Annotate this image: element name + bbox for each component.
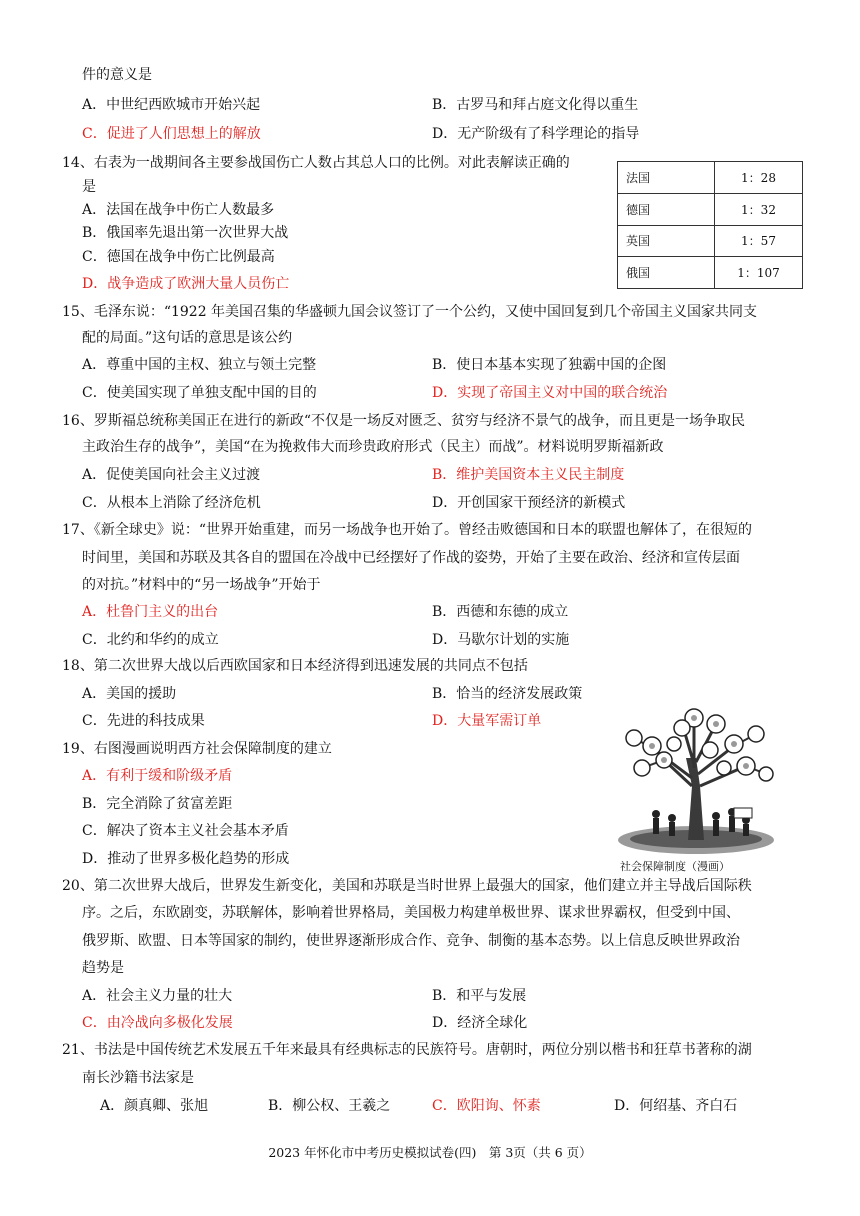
q16-option-b: B．维护美国资本主义民主制度 <box>432 467 625 483</box>
q19-stem: 19、右图漫画说明西方社会保障制度的建立 <box>62 741 332 757</box>
q16-stem-1: 16、罗斯福总统称美国正在进行的新政“不仅是一场反对匮乏、贫穷与经济不景气的战争，而且更是一场争取民 <box>62 413 745 429</box>
q13-option-b: B．古罗马和拜占庭文化得以重生 <box>432 97 639 113</box>
q17-stem-1: 17、《新全球史》说：“世界开始重建，而另一场战争也开始了。曾经击败德国和日本的联盟也解体了，在很短的 <box>62 522 752 538</box>
ratio-cell: 1：32 <box>715 193 803 225</box>
q17-stem-2: 时间里，美国和苏联及其各自的盟国在冷战中已经摆好了作战的姿势，开始了主要在政治、经济和宣传层面 <box>82 550 740 566</box>
page-footer: 2023 年怀化市中考历史模拟试卷(四) 第 3页（共 6 页） <box>268 1145 592 1160</box>
q19-option-b: B．完全消除了贫富差距 <box>82 796 233 812</box>
casualty-ratio-table <box>617 161 803 289</box>
cartoon-caption: 社会保障制度（漫画） <box>620 860 730 873</box>
table-row <box>618 193 803 225</box>
q14-option-a: A．法国在战争中伤亡人数最多 <box>82 202 275 218</box>
q17-option-d: D．马歇尔计划的实施 <box>432 632 570 648</box>
q19-option-a: A．有利于缓和阶级矛盾 <box>82 768 233 784</box>
q17-option-b: B．西德和东德的成立 <box>432 604 569 620</box>
q14-stem-2: 是 <box>82 179 96 195</box>
q13-option-a: A．中世纪西欧城市开始兴起 <box>82 97 261 113</box>
q17-option-a: A．杜鲁门主义的出台 <box>82 604 219 620</box>
country-cell: 英国 <box>618 225 715 257</box>
q13-stem-tail: 件的意义是 <box>82 67 152 83</box>
q15-option-b: B．使日本基本实现了独霸中国的企图 <box>432 357 667 373</box>
q20-stem-3: 俄罗斯、欧盟、日本等国家的制约，使世界逐渐形成合作、竞争、制衡的基本态势。以上信息反映世界政治 <box>82 933 740 949</box>
country-cell: 法国 <box>618 162 715 194</box>
ratio-cell: 1：28 <box>715 162 803 194</box>
q21-stem-1: 21、书法是中国传统艺术发展五千年来最具有经典标志的民族符号。唐朝时，两位分别以楷书和狂草书著称的湖 <box>62 1042 752 1058</box>
q18-stem: 18、第二次世界大战以后西欧国家和日本经济得到迅速发展的共同点不包括 <box>62 658 528 674</box>
q20-stem-4: 趋势是 <box>82 960 124 976</box>
q15-option-d: D．实现了帝国主义对中国的联合统治 <box>432 385 668 401</box>
q17-option-c: C．北约和华约的成立 <box>82 632 219 648</box>
ratio-cell: 1：107 <box>715 257 803 289</box>
q21-option-c: C．欧阳询、怀素 <box>432 1098 541 1114</box>
q16-option-c: C．从根本上消除了经济危机 <box>82 495 261 511</box>
q20-option-d: D．经济全球化 <box>432 1015 528 1031</box>
q13-option-d: D．无产阶级有了科学理论的指导 <box>432 126 640 142</box>
q16-option-a: A．促使美国向社会主义过渡 <box>82 467 261 483</box>
q14-option-c: C．德国在战争中伤亡比例最高 <box>82 249 275 265</box>
q19-option-d: D．推动了世界多极化趋势的形成 <box>82 851 290 867</box>
q18-option-d: D．大量军需订单 <box>432 713 542 729</box>
q16-stem-2: 主政治生存的战争”，美国“在为挽救伟大而珍贵政府形式（民主）而战”。材料说明罗斯福新政 <box>82 439 664 455</box>
q14-stem-1: 14、右表为一战期间各主要参战国伤亡人数占其总人口的比例。对此表解读正确的 <box>62 155 570 171</box>
ratio-cell: 1：57 <box>715 225 803 257</box>
country-cell: 德国 <box>618 193 715 225</box>
q20-option-c: C．由冷战向多极化发展 <box>82 1015 233 1031</box>
q21-option-b: B．柳公权、王羲之 <box>268 1098 391 1114</box>
q21-option-d: D．何绍基、齐白石 <box>614 1098 738 1114</box>
q14-option-b: B．俄国率先退出第一次世界大战 <box>82 225 289 241</box>
q16-option-d: D．开创国家干预经济的新模式 <box>432 495 626 511</box>
table-row <box>618 257 803 289</box>
q15-stem-2: 配的局面。”这句话的意思是该公约 <box>82 330 293 346</box>
q20-option-a: A．社会主义力量的壮大 <box>82 988 233 1004</box>
q15-option-c: C．使美国实现了单独支配中国的目的 <box>82 385 317 401</box>
country-cell: 俄国 <box>618 257 715 289</box>
table-row <box>618 225 803 257</box>
social-security-cartoon <box>606 708 782 860</box>
q14-option-d: D．战争造成了欧洲大量人员伤亡 <box>82 276 290 292</box>
q18-option-a: A．美国的援助 <box>82 686 177 702</box>
q15-stem-1: 15、毛泽东说：“1922 年美国召集的华盛顿九国会议签订了一个公约，又使中国回复到几个帝国主义国家共同支 <box>62 304 758 320</box>
q18-option-c: C．先进的科技成果 <box>82 713 205 729</box>
q17-stem-3: 的对抗。”材料中的“另一场战争”开始于 <box>82 577 321 593</box>
q20-stem-2: 序。之后，东欧剧变，苏联解体，影响着世界格局，美国极力构建单极世界、谋求世界霸权，但受到中国、 <box>82 905 740 921</box>
q20-stem-1: 20、第二次世界大战后，世界发生新变化，美国和苏联是当时世界上最强大的国家，他们建立并主导战后国际秩 <box>62 878 752 894</box>
q18-option-b: B．恰当的经济发展政策 <box>432 686 583 702</box>
q20-option-b: B．和平与发展 <box>432 988 527 1004</box>
q21-option-a: A．颜真卿、张旭 <box>100 1098 209 1114</box>
q19-option-c: C．解决了资本主义社会基本矛盾 <box>82 823 289 839</box>
q21-stem-2: 南长沙籍书法家是 <box>82 1070 194 1086</box>
q15-option-a: A．尊重中国的主权、独立与领土完整 <box>82 357 317 373</box>
table-row <box>618 162 803 194</box>
q13-option-c: C．促进了人们思想上的解放 <box>82 126 261 142</box>
